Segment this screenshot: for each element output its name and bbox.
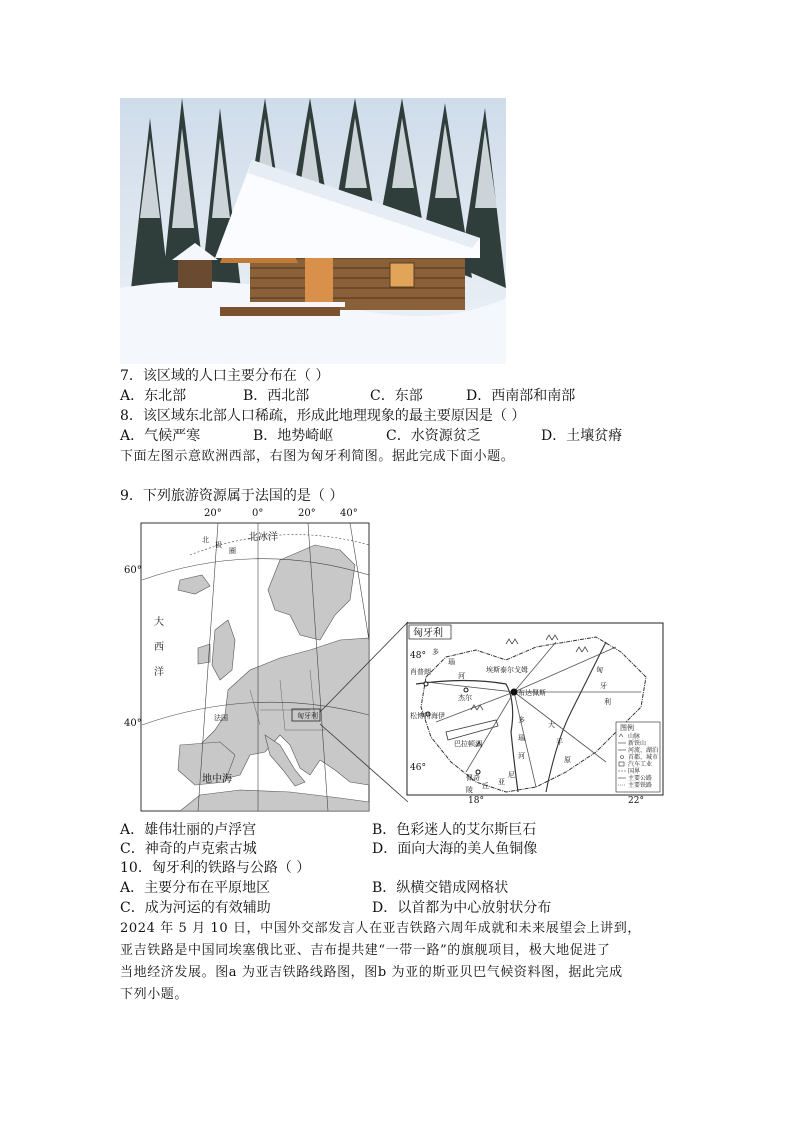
q8-stem: 8．该区域东北部人口稀疏，形成此地理现象的最主要原因是（ ） [120,408,526,424]
q9-stem: 9．下列旅游资源属于法国的是（ ） [120,488,344,504]
lat-label-40: 40° [124,718,142,729]
city-szombathely: 松博特海伊 [410,712,445,720]
legend-auto: 汽车工业 [628,761,653,768]
danube-char-2: 瑙 [448,658,455,666]
plain-char-2: 平 [556,738,563,746]
hu-lon-18: 18° [468,796,484,804]
legend-border: 国界 [628,768,641,775]
hu-lat-48: 48° [410,651,426,661]
hungary-label: 匈牙利 [297,712,318,720]
q9-option-a: A．雄伟壮丽的卢浮宫 [120,822,257,838]
q7-option-b: B．西北部 [243,388,310,404]
danube2-char-3: 河 [518,752,525,760]
arctic-circle-char-1: 北 [202,536,209,544]
q7-option-a: A．东北部 [120,388,187,404]
legend-river: 河流、湖泊 [628,747,659,754]
danube2-char-2: 瑙 [518,734,525,742]
snowy-cabin-photo [120,98,506,364]
legend-railway: 主要铁路 [628,782,653,789]
legend-road: 主要公路 [628,775,653,782]
hungary-map-title: 匈牙利 [413,628,443,639]
arctic-circle-char-2: 极 [215,541,222,549]
danube-char-1: 多 [432,648,439,656]
q7-option-d: D．西南部和南部 [466,388,576,404]
lon-label-0: 0° [252,508,264,519]
q8-option-a: A．气候严寒 [120,428,201,444]
q10-option-d: D．以首都为中心放射状分布 [372,900,552,916]
atlantic-char-2: 西 [154,642,164,653]
mediterranean-label: 地中海 [202,774,232,785]
q9-option-b: B．色彩迷人的艾尔斯巨石 [372,822,537,838]
country-char-2: 牙 [600,682,607,690]
passage-line-1: 2024 年 5 月 10 日，中国外交部发言人在亚吉铁路六周年成就和未来展望会上讲到， [120,921,641,936]
danube-char-3: 河 [458,672,465,680]
q8-option-b: B．地势崎岖 [253,428,334,444]
danube2-char-1: 多 [518,716,525,724]
lat-label-60: 60° [124,565,142,576]
country-char-1: 匈 [596,666,603,674]
q7-stem: 7．该区域的人口主要分布在（ ） [120,368,330,384]
q8-option-c: C．水资源贫乏 [386,428,481,444]
atlantic-char-3: 洋 [154,667,164,678]
lowland-char-1: 陵 [466,786,473,794]
legend-city: 首都、城市 [628,754,659,761]
lake-balaton: 巴拉顿湖 [454,740,482,748]
legend-newrail: 新铁山 [628,740,647,747]
city-sopron: 肖普朗 [410,668,431,676]
map-connector-lines [310,620,410,805]
q10-option-b: B．纵横交错成网格状 [372,880,509,896]
arctic-circle-char-3: 圈 [229,547,236,555]
legend-mountain: 山脉 [628,733,641,740]
hungary-map [406,622,664,804]
passage-line-4: 下列小题。 [120,987,189,1002]
q7-option-c: C．东部 [370,388,423,404]
q10-option-a: A．主要分布在平原地区 [120,880,271,896]
france-label: 法国 [214,714,228,722]
lon-label-40e: 40° [340,508,358,519]
passage-line-2: 亚吉铁路是中国同埃塞俄比亚、吉布提共建“一带一路”的旗舰项目，极大地促进了 [120,943,611,958]
q8-option-d: D．土壤贫瘠 [541,428,623,444]
legend-title: 图例 [620,724,634,732]
q9-option-c: C．神奇的卢克索古城 [120,841,257,857]
atlantic-char-1: 大 [154,617,164,628]
hu-lat-46: 46° [410,763,426,773]
plain-char-3: 原 [564,756,571,764]
city-gyor: 杰尔 [458,694,472,702]
lowland-char-3: 亚 [498,778,505,786]
q10-option-c: C．成为河运的有效辅助 [120,900,271,916]
lowland-char-2: 丘 [482,782,489,790]
hu-lon-22: 22° [628,796,644,804]
q10-stem: 10．匈牙利的铁路与公路（ ） [120,860,311,876]
city-pecs: 佩奇 [466,774,480,782]
city-budapest: 布达佩斯 [518,689,546,697]
city-esztergom: 埃斯泰尔戈姆 [486,666,528,674]
q9-option-d: D．面向大海的美人鱼铜像 [372,841,538,857]
country-char-3: 利 [604,698,611,706]
map-intro: 下面左图示意欧洲西部，右图为匈牙利简图。据此完成下面小题。 [120,449,515,464]
lowland-char-4: 尼 [508,771,515,779]
plain-char-1: 大 [548,721,555,729]
arctic-ocean-label: 北冰洋 [248,532,278,543]
lon-label-20w: 20° [204,508,222,519]
passage-line-3: 当地经济发展。图a 为亚吉铁路线路图，图b 为亚的斯亚贝巴气候资料图，据此完成 [120,965,623,980]
lon-label-20e: 20° [298,508,316,519]
